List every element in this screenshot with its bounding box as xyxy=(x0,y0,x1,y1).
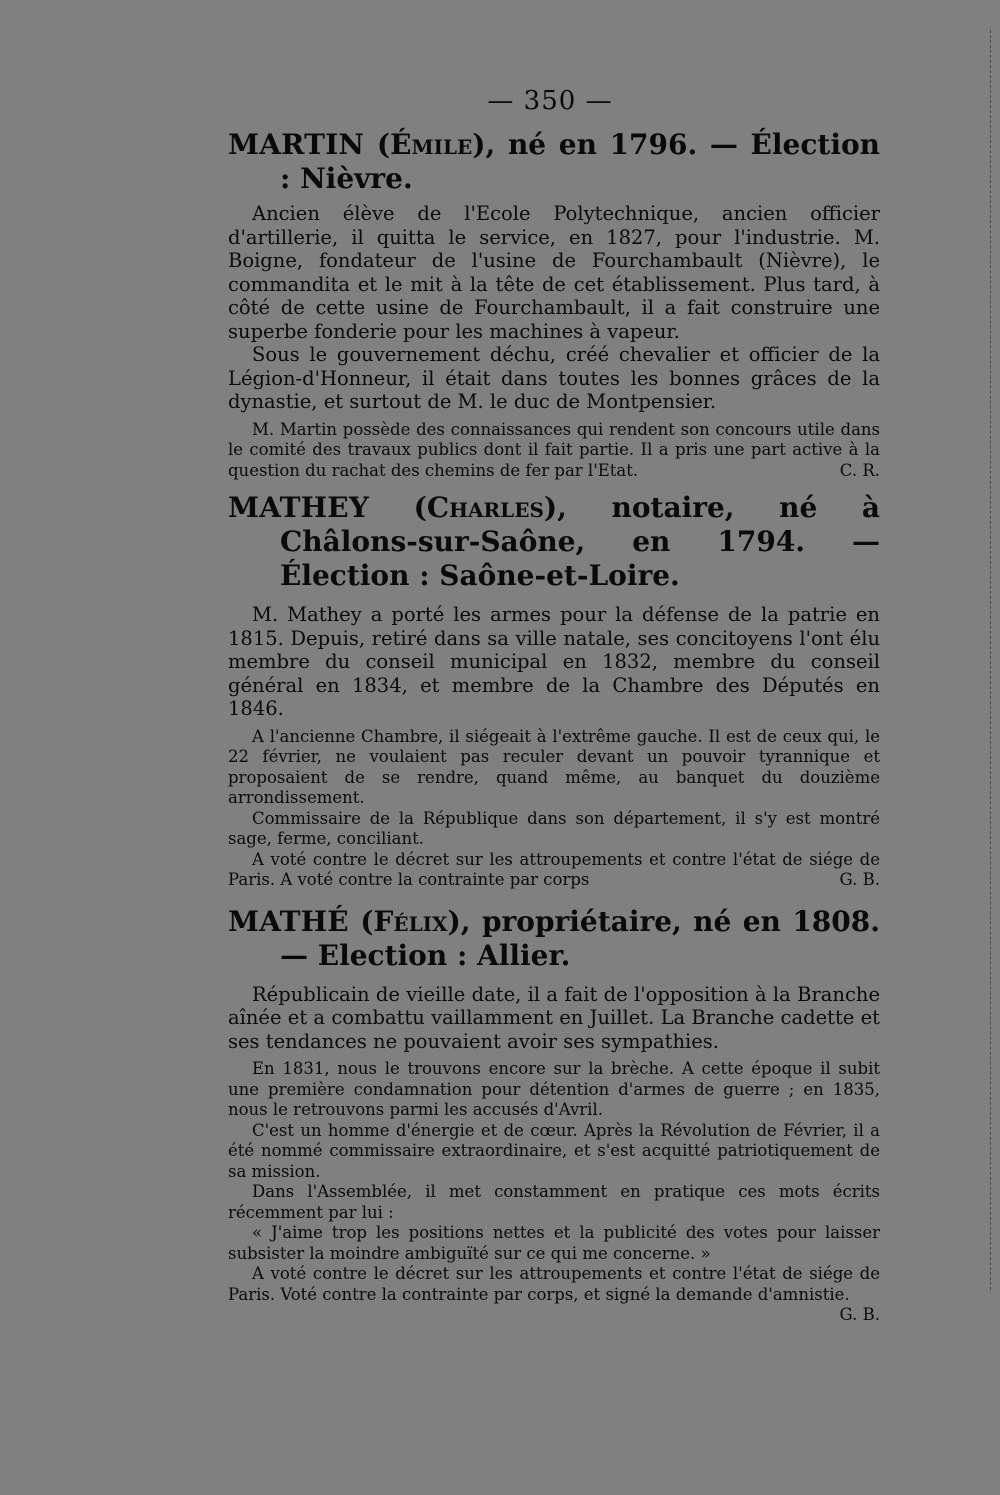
text-column xyxy=(228,128,880,1326)
paragraph: Ancien élève de l'Ecole Polytechnique, ancien officier d'artillerie, il quitta le service, en 1827, pour l'industrie. M. Boigne, fondateur de l'usine de Fourchambault (Nièvre), le commandita et le mit à la tête de cet établissement. Plus tard, à côté de cette usine de Fourchambault, il a fait construire une superbe fonderie pour les machines à vapeur. xyxy=(228,202,880,343)
paragraph: En 1831, nous le trouvons encore sur la brèche. A cette époque il subit une première condamnation pour détention d'armes de guerre ; en 1835, nous le retrouvons parmi les accusés d'Avril. xyxy=(228,1059,880,1119)
paragraph: Sous le gouvernement déchu, créé chevalier et officier de la Légion-d'Honneur, il était dans toutes les bonnes grâces de la dynastie, et surtout de M. le duc de Montpensier. xyxy=(228,343,880,413)
entry-surname: MATHÉ xyxy=(228,904,349,938)
paragraph: C'est un homme d'énergie et de cœur. Après la Révolution de Février, il a été nommé commissaire extraordinaire, et s'est acquitté patriotiquement de sa mission. xyxy=(228,1120,880,1181)
entry-details: , né en 1796. — Élection : Nièvre. xyxy=(280,128,880,195)
entry-heading: MATHÉ (Félix), propriétaire, né en 1808. — Election : Allier. xyxy=(228,904,880,972)
quotation: « J'aime trop les positions nettes et la publicité des votes pour laisser subsister la moindre ambiguïté sur ce qui me concerne. » xyxy=(228,1223,880,1263)
entry-forename: Félix xyxy=(373,904,448,938)
entry-heading: MATHEY (Charles), notaire, né à Châlons-sur-Saône, en 1794. — Élection : Saône-et-Loire. xyxy=(228,491,880,592)
page-number: — 350 — xyxy=(487,86,613,116)
entry-mathey xyxy=(228,491,880,891)
entry-surname: MATHEY xyxy=(228,491,370,524)
paragraph: A l'ancienne Chambre, il siégeait à l'extrême gauche. Il est de ceux qui, le 22 février, ne voulaient pas reculer devant un pouvoir tyrannique et proposaient de se rendre, quand même, au banquet du douzième arrondissement. xyxy=(228,726,880,807)
paragraph xyxy=(228,1264,880,1324)
author-signature: G. B. xyxy=(839,870,880,889)
author-signature: C. R. xyxy=(839,460,880,480)
entry-surname: MARTIN xyxy=(228,128,365,161)
entry-forename: Émile xyxy=(390,128,473,161)
paragraph-text: A voté contre le décret sur les attroupements et contre l'état de siége de Paris. A voté contre la contrainte par corps xyxy=(228,849,880,889)
entry-details: , notaire, né à Châlons-sur-Saône, en 1794. — Élection : Saône-et-Loire. xyxy=(280,491,880,592)
paragraph: Dans l'Assemblée, il met constamment en pratique ces mots écrits récemment par lui : xyxy=(228,1182,880,1222)
paragraph: Républicain de vieille date, il a fait de l'opposition à la Branche aînée et a combattu vaillamment en Juillet. La Branche cadette et ses tendances ne pouvaient avoir ses sympathies. xyxy=(228,982,880,1053)
entry-mathe xyxy=(228,905,880,1326)
paragraph-text: M. Martin possède des connaissances qui rendent son concours utile dans le comité des travaux publics dont il fait partie. Il a pris une part active à la question du rachat des chemins de fer par l'Etat. xyxy=(228,419,880,480)
author-signature: G. B. xyxy=(839,1305,880,1324)
paragraph: Commissaire de la République dans son département, il s'y est montré sage, ferme, conciliant. xyxy=(228,808,880,848)
page-edge-mark xyxy=(990,30,994,1290)
paragraph: M. Mathey a porté les armes pour la défense de la patrie en 1815. Depuis, retiré dans sa ville natale, ses concitoyens l'ont élu membre du conseil municipal en 1832, membre du conseil général en 1834, et membre de la Chambre des Députés en 1846. xyxy=(228,603,880,720)
paragraph xyxy=(228,850,880,891)
entry-details: , propriétaire, né en 1808. — Election : Allier. xyxy=(280,904,880,972)
entry-heading: MARTIN (Émile), né en 1796. — Élection : Nièvre. xyxy=(228,128,880,195)
paragraph xyxy=(228,420,880,482)
entry-forename: Charles xyxy=(426,491,544,524)
paragraph-text: A voté contre le décret sur les attroupements et contre l'état de siége de Paris. Voté contre la contrainte par corps, et signé la demande d'amnistie. xyxy=(228,1264,880,1304)
entry-martin xyxy=(228,128,880,481)
